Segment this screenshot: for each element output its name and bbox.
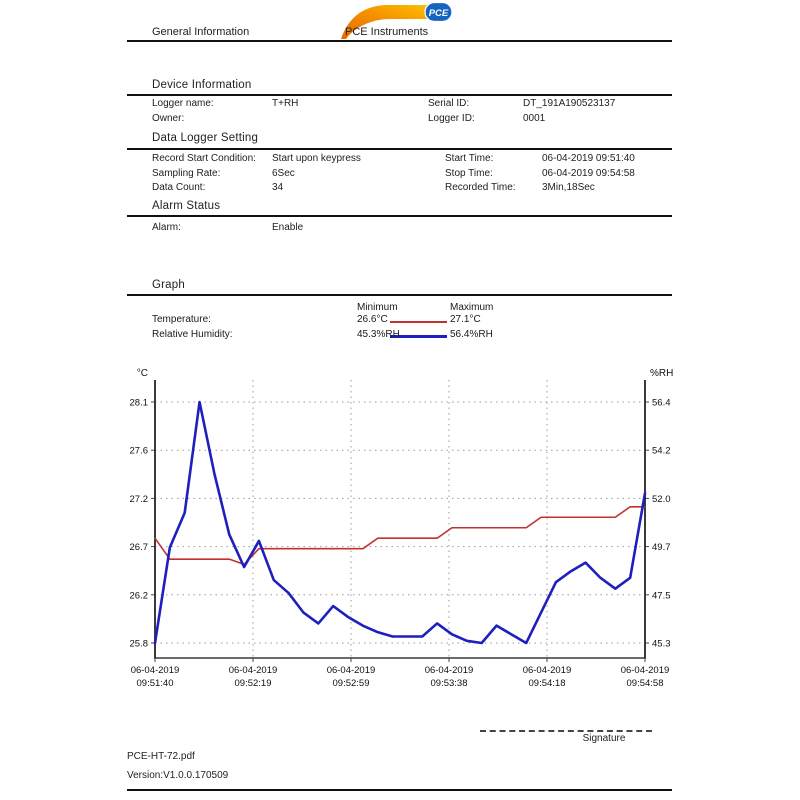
left-axis-unit-label: °C: [136, 368, 148, 379]
data-count-value: 34: [272, 182, 284, 193]
record-start-value: Start upon keypress: [272, 153, 361, 164]
section-title-device-info: Device Information: [152, 79, 252, 91]
humidity-legend-label: Relative Humidity:: [152, 329, 233, 340]
logger-id-value: 0001: [523, 113, 546, 124]
right-axis-unit-label: %RH: [650, 368, 674, 379]
right-axis-tick-label: 52.0: [652, 493, 671, 505]
right-axis-tick-label: 49.7: [652, 542, 671, 554]
relative-humidity-line: [155, 402, 645, 643]
x-axis-date-label: 06-04-2019: [522, 665, 572, 676]
section-title-alarm: Alarm Status: [152, 200, 221, 212]
brand-name: PCE Instruments: [345, 26, 429, 38]
right-axis-tick-label: 47.5: [652, 590, 671, 602]
data-count-label: Data Count:: [152, 182, 206, 193]
alarm-rule: [127, 215, 672, 217]
x-axis-date-label: 06-04-2019: [228, 665, 278, 676]
logger-name-value: T+RH: [272, 98, 299, 109]
left-axis-tick-label: 28.1: [129, 397, 148, 409]
legend-row-temperature: [127, 314, 672, 329]
right-axis-tick-label: 45.3: [652, 638, 671, 650]
sampling-rate-value: 6Sec: [272, 168, 295, 179]
table-row: [127, 113, 672, 128]
x-axis-time-label: 09:54:18: [528, 678, 566, 689]
x-axis-time-label: 09:53:38: [430, 678, 468, 689]
x-axis-time-label: 09:52:19: [234, 678, 272, 689]
legend-row-humidity: [127, 329, 672, 344]
serial-id-value: DT_191A190523137: [523, 98, 616, 109]
record-start-label: Record Start Condition:: [152, 153, 256, 164]
table-row: [127, 182, 672, 197]
pce-badge-text: PCE: [428, 8, 449, 19]
page-title: General Information: [152, 26, 250, 38]
signature-label: Signature: [582, 733, 626, 744]
temperature-min-value: 26.6°C: [357, 314, 388, 325]
stop-time-value: 06-04-2019 09:54:58: [542, 168, 635, 179]
temperature-legend-label: Temperature:: [152, 314, 211, 325]
signature-line: [480, 730, 652, 732]
x-axis-date-label: 06-04-2019: [620, 665, 670, 676]
bottom-rule: [127, 789, 672, 791]
temperature-line-swatch: [390, 321, 447, 323]
file-name: PCE-HT-72.pdf: [127, 751, 195, 762]
left-axis-tick-label: 27.2: [129, 493, 148, 505]
serial-id-label: Serial ID:: [428, 98, 470, 109]
left-axis-tick-label: 27.6: [129, 445, 148, 457]
device-info-rule: [127, 94, 672, 96]
x-axis-time-label: 09:51:40: [136, 678, 174, 689]
header-rule: [127, 40, 672, 42]
stop-time-label: Stop Time:: [445, 168, 493, 179]
section-title-logger-setting: Data Logger Setting: [152, 132, 259, 144]
temperature-max-value: 27.1°C: [450, 314, 481, 325]
alarm-value: Enable: [272, 222, 304, 233]
x-axis-date-label: 06-04-2019: [424, 665, 474, 676]
legend-maximum-header: Maximum: [450, 302, 494, 313]
start-time-value: 06-04-2019 09:51:40: [542, 153, 635, 164]
legend-minimum-header: Minimum: [357, 302, 398, 313]
logger-setting-rule: [127, 148, 672, 150]
sampling-rate-label: Sampling Rate:: [152, 168, 221, 179]
humidity-max-value: 56.4%RH: [450, 329, 493, 340]
logger-name-label: Logger name:: [152, 98, 214, 109]
logger-id-label: Logger ID:: [428, 113, 475, 124]
right-axis-tick-label: 54.2: [652, 445, 671, 457]
x-axis-date-label: 06-04-2019: [130, 665, 180, 676]
section-title-graph: Graph: [152, 279, 185, 291]
left-axis-tick-label: 26.2: [129, 590, 148, 602]
alarm-label: Alarm:: [152, 222, 181, 233]
graph-canvas: [110, 365, 680, 700]
left-axis-tick-label: 25.8: [129, 638, 148, 650]
recorded-time-label: Recorded Time:: [445, 182, 516, 193]
humidity-min-value: 45.3%RH: [357, 329, 400, 340]
x-axis-time-label: 09:52:59: [332, 678, 370, 689]
x-axis-date-label: 06-04-2019: [326, 665, 376, 676]
table-row: [127, 168, 672, 183]
version-text: Version:V1.0.0.170509: [127, 770, 229, 781]
owner-label: Owner:: [152, 113, 185, 124]
chart-area: [110, 365, 680, 700]
table-row: [127, 153, 672, 168]
graph-rule: [127, 294, 672, 296]
recorded-time-value: 3Min,18Sec: [542, 182, 595, 193]
table-row: [127, 222, 672, 237]
table-row: [127, 98, 672, 113]
x-axis-time-label: 09:54:58: [626, 678, 664, 689]
right-axis-tick-label: 56.4: [652, 397, 671, 409]
left-axis-tick-label: 26.7: [129, 542, 148, 554]
start-time-label: Start Time:: [445, 153, 494, 164]
